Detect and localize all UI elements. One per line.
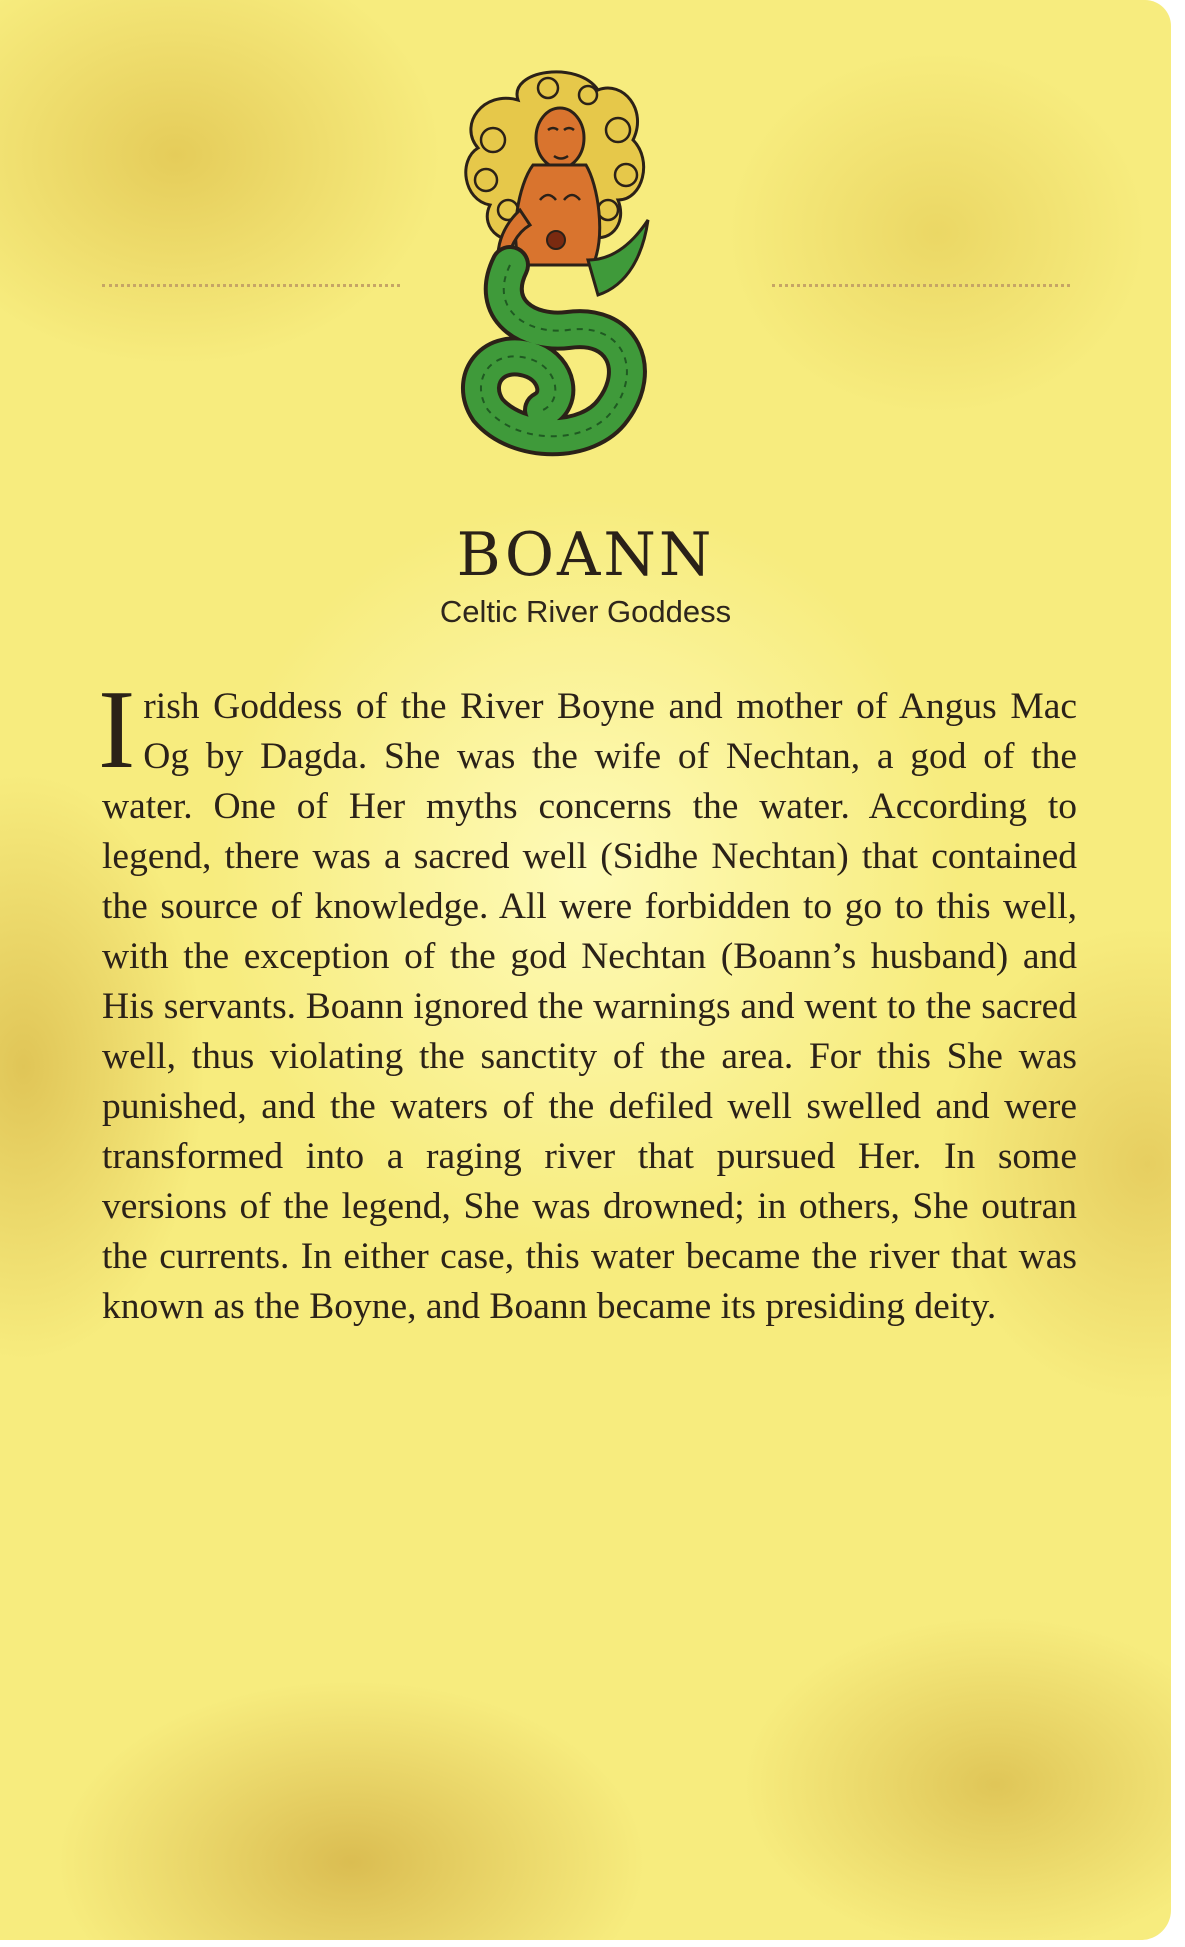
decorative-rule-left	[102, 284, 400, 287]
card-subtitle: Celtic River Goddess	[439, 594, 732, 629]
decorative-rule-right	[772, 284, 1070, 287]
drop-cap: I	[98, 668, 136, 792]
card-description	[98, 668, 1077, 1332]
mermaid-icon	[448, 60, 662, 480]
card-title: BOANN	[456, 520, 715, 590]
description-text: rish Goddess of the River Boyne and mother of Angus Mac Og by Dagda. She was the wife of Nechtan, a god of the water. One of Her myths concerns the water. According to legend, there was a sacred well (Sidhe Nechtan) that contained the source of knowledge. All were forbidden to go to this well, with the exception of the god Nechtan (Boann’s husband) and His servants. Boann ignored the warnings and went to the sacred well, thus violating the sanctity of the area. For this She was punished, and the waters of the defiled well swelled and were transformed into a raging river that pursued Her. In some versions of the legend, She was drowned; in others, She outran the currents. In either case, this water became the river that was known as the Boyne, and Boann became its presiding deity.	[102, 686, 1077, 1327]
